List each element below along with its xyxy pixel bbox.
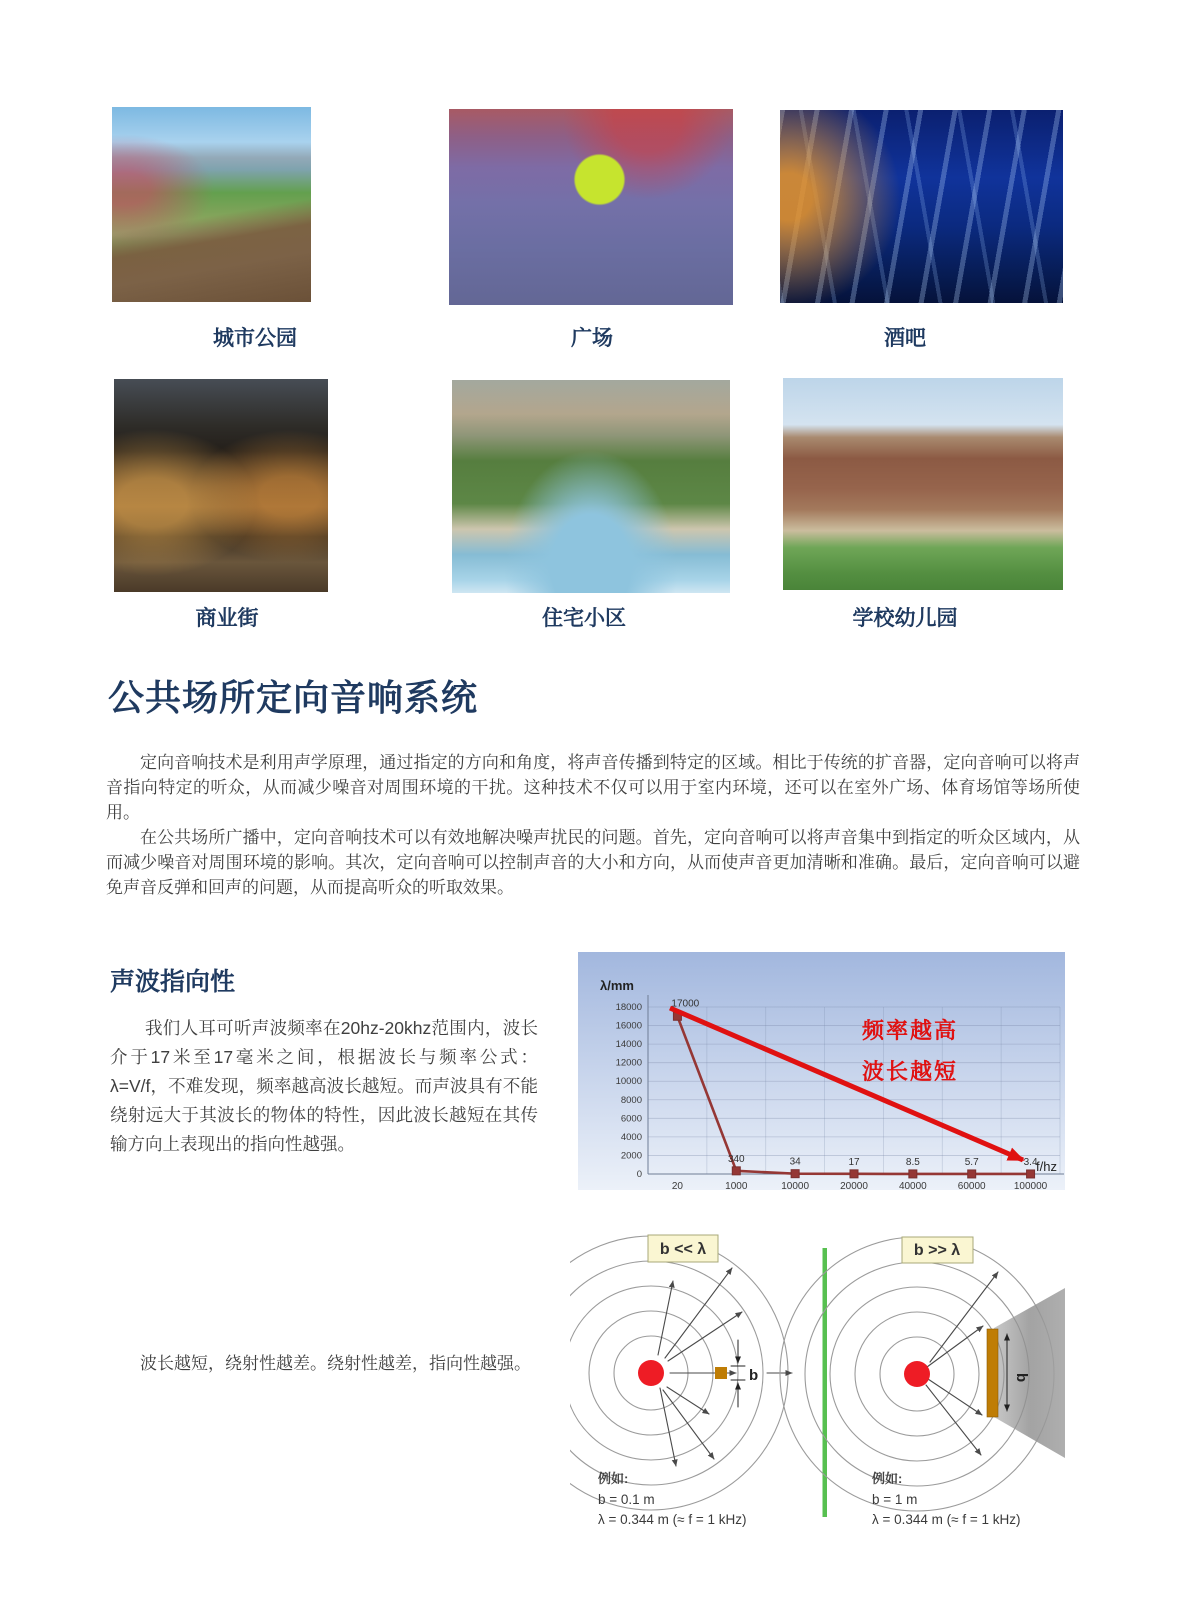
svg-text:10000: 10000 xyxy=(615,1076,642,1088)
section-heading-directivity: 声波指向性 xyxy=(110,968,236,996)
svg-text:2000: 2000 xyxy=(620,1150,642,1162)
svg-text:20000: 20000 xyxy=(840,1181,868,1190)
svg-text:10000: 10000 xyxy=(781,1181,810,1190)
svg-text:6000: 6000 xyxy=(620,1113,642,1125)
left-example-line-1: b = 0.1 m xyxy=(598,1492,655,1507)
svg-text:5.7: 5.7 xyxy=(964,1156,979,1168)
caption-bar: 酒吧 xyxy=(884,327,926,350)
diffraction-diagram xyxy=(570,1215,1065,1535)
svg-text:340: 340 xyxy=(727,1153,745,1165)
caption-public-square: 广场 xyxy=(571,327,613,350)
photo-city-park xyxy=(112,107,311,302)
right-example-label: 例如: xyxy=(872,1471,903,1486)
left-example-line-2: λ = 0.344 m (≈ f = 1 kHz) xyxy=(598,1512,747,1527)
photo-residential-area xyxy=(452,380,730,593)
left-tag-text: b << λ xyxy=(659,1241,707,1258)
diffraction-diagram-svg xyxy=(570,1215,1065,1535)
svg-text:0: 0 xyxy=(636,1169,642,1180)
svg-text:4000: 4000 xyxy=(620,1131,642,1143)
right-example-line-2: λ = 0.344 m (≈ f = 1 kHz) xyxy=(872,1512,1021,1527)
svg-text:14000: 14000 xyxy=(615,1039,642,1051)
svg-text:λ/mm: λ/mm xyxy=(600,978,634,993)
caption-residential-area: 住宅小区 xyxy=(542,607,626,630)
svg-text:17000: 17000 xyxy=(671,998,700,1010)
page-title: 公共场所定向音响系统 xyxy=(108,677,479,718)
svg-text:3.4: 3.4 xyxy=(1023,1156,1038,1168)
svg-text:8000: 8000 xyxy=(620,1094,642,1106)
left-example-label: 例如: xyxy=(598,1471,629,1486)
intro-paragraph-1: 定向音响技术是利用声学原理，通过指定的方向和角度，将声音传播到特定的区域。相比于传统的扩音器，定向音响可以将声音指向特定的听众，从而减少噪音对周围环境的干扰。这种技术不仅可以用于室内环境，还可以在室外广场、体育场馆等场所使用。 xyxy=(106,753,1080,822)
svg-text:60000: 60000 xyxy=(957,1181,986,1190)
svg-text:8.5: 8.5 xyxy=(905,1156,920,1168)
right-sound-source-dot xyxy=(904,1361,930,1387)
right-b-label: b xyxy=(1013,1373,1030,1383)
svg-text:16000: 16000 xyxy=(615,1020,642,1032)
directivity-body-text: 我们人耳可听声波频率在20hz-20khz范围内，波长介于17米至17毫米之间，根据波长与频率公式：λ=V/f，不难发现，频率越高波长越短。而声波具有不能绕射远大于其波长的物体的特性，因此波长越短在其传输方向上表现出的指向性越强。 xyxy=(110,1018,538,1154)
small-obstacle xyxy=(715,1367,727,1379)
diffraction-caption: 波长越短，绕射性越差。绕射性越差，指向性越强。 xyxy=(140,1354,531,1373)
left-sound-source-dot xyxy=(638,1360,664,1386)
svg-text:34: 34 xyxy=(789,1156,801,1168)
svg-text:17: 17 xyxy=(848,1156,860,1168)
caption-school-kindergarten: 学校幼儿园 xyxy=(852,607,958,630)
caption-commercial-street: 商业街 xyxy=(195,607,259,630)
photo-commercial-street xyxy=(114,379,328,592)
wavelength-frequency-chart xyxy=(578,952,1065,1190)
photo-school-kindergarten xyxy=(783,378,1063,590)
svg-text:12000: 12000 xyxy=(615,1057,642,1069)
caption-city-park: 城市公园 xyxy=(213,327,297,350)
svg-text:f/hz: f/hz xyxy=(1036,1159,1057,1174)
right-tag-text: b >> λ xyxy=(913,1242,961,1259)
intro-paragraphs xyxy=(106,750,1080,900)
intro-paragraph-2: 在公共场所广播中，定向音响技术可以有效地解决噪声扰民的问题。首先，定向音响可以将声音集中到指定的听众区域内，从而减少噪音对周围环境的影响。其次，定向音响可以控制声音的大小和方向，从而使声音更加清晰和准确。最后，定向音响可以避免声音反弹和回声的问题，从而提高听众的听取效果。 xyxy=(106,828,1080,897)
left-b-label: b xyxy=(749,1367,759,1384)
svg-text:1000: 1000 xyxy=(725,1181,748,1190)
svg-text:波长越短: 波长越短 xyxy=(861,1059,959,1084)
svg-text:18000: 18000 xyxy=(615,1002,642,1013)
large-obstacle xyxy=(987,1329,998,1417)
svg-text:40000: 40000 xyxy=(898,1181,927,1190)
svg-text:100000: 100000 xyxy=(1013,1181,1048,1190)
left-diffraction-diagram xyxy=(570,1235,792,1527)
svg-text:20: 20 xyxy=(671,1181,683,1190)
photo-public-square xyxy=(449,109,733,305)
wavelength-frequency-chart-svg xyxy=(578,952,1065,1190)
svg-text:频率越高: 频率越高 xyxy=(861,1018,959,1043)
right-example-line-1: b = 1 m xyxy=(872,1492,918,1507)
photo-bar xyxy=(780,110,1063,303)
